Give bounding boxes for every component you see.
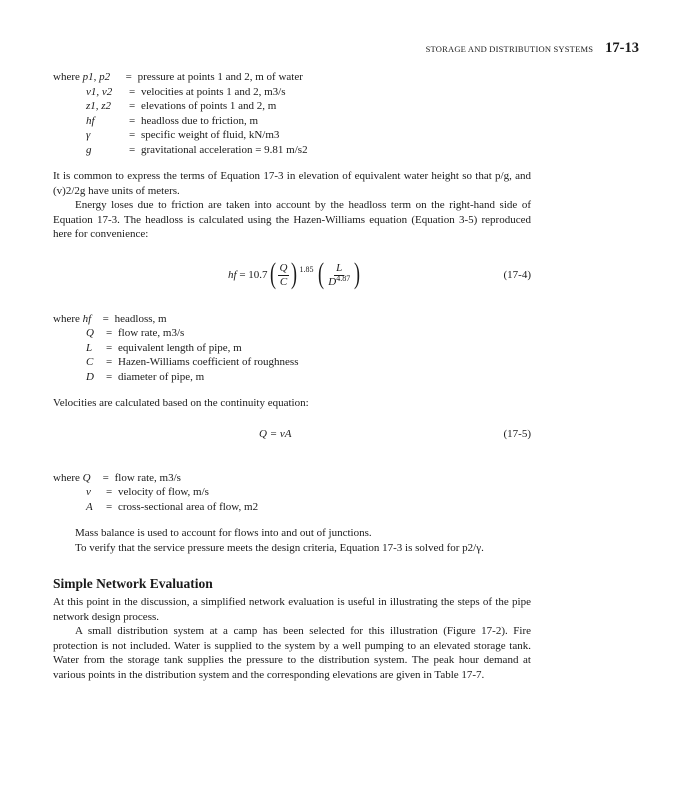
symbol: p1, p2 (82, 71, 111, 83)
definition-text: equivalent length of pipe, m (118, 341, 242, 354)
denominator-base: D (328, 276, 337, 288)
right-paren: ) (291, 257, 298, 290)
definition-text: diameter of pipe, m (118, 370, 205, 383)
equals-sign: = (106, 500, 113, 513)
symbol: z1, z2 (86, 100, 112, 112)
paragraph-units: It is common to express the terms of Equation 17-3 in elevation of equivalent water height so that p/g, and (v)2/2g have units of meters. (53, 170, 531, 197)
where-label: where (53, 71, 80, 83)
definition-row (53, 370, 531, 385)
paragraph-section-camp: A small distribution system at a camp has been selected for this illustration (Figure 17-2). Fire protection is not included. Water is supplied to the system by a well pumping to an elevated storage tank. Water from the storage tank supplies the pressure to the distribution system. The peak hour demand at various points in the distribution system and the corresponding elevations are given in Table 17-7. (53, 625, 531, 681)
equals-sign: = (129, 114, 136, 127)
equals-sign: = (106, 327, 113, 339)
definition-row (53, 355, 531, 370)
definition-text: cross-sectional area of flow, m2 (118, 500, 259, 513)
equals-sign: = (129, 85, 136, 98)
fraction-q-over-c (278, 262, 290, 289)
symbol: Q (86, 327, 94, 339)
where-label: where (53, 312, 80, 325)
variable-definitions-headloss (53, 312, 531, 385)
definition-text: headloss, m (114, 312, 167, 325)
definition-text: velocities at points 1 and 2, m3/s (141, 85, 286, 98)
symbol: v (86, 486, 91, 498)
equation-hazen-williams (53, 254, 531, 298)
definition-text: elevations of points 1 and 2, m (141, 100, 277, 112)
paragraph-headloss: Energy loses due to friction are taken into account by the headloss term on the right-hand side of Equation 17-3. The headloss is calculated using the Hazen-Williams equation (Equation 3-5) reproduced here for convenience: (53, 199, 531, 240)
equals-sign: = (106, 370, 113, 383)
paragraph-verify: To verify that the service pressure meets the design criteria, Equation 17-3 is solved for p2/γ. (75, 541, 484, 554)
fraction-denominator (326, 276, 352, 289)
definition-text: headloss due to friction, m (141, 114, 259, 127)
fraction-denominator: C (279, 276, 288, 288)
equals-sign: = (129, 129, 136, 141)
paragraph-mass-balance: Mass balance is used to account for flows into and out of junctions. (75, 527, 372, 539)
running-head-title: STORAGE AND DISTRIBUTION SYSTEMS (425, 44, 594, 54)
right-paren: ) (354, 257, 361, 290)
equation-body: Q = vA (259, 427, 292, 440)
symbol: hf (82, 312, 92, 325)
equals-sign: = (106, 486, 113, 498)
definition-row (53, 114, 531, 129)
variable-definitions-continuity (53, 471, 531, 515)
body-content (53, 70, 531, 682)
equals-sign: = (125, 71, 132, 83)
fraction-l-over-d (326, 262, 352, 289)
equation-coefficient: = 10.7 (239, 269, 268, 282)
definition-text: flow rate, m3/s (118, 327, 185, 339)
definition-row (53, 471, 531, 486)
section-heading: Simple Network Evaluation (53, 576, 213, 591)
equals-sign: = (129, 143, 136, 156)
definition-row (53, 85, 531, 100)
fraction-numerator: L (336, 262, 343, 274)
equals-sign: = (129, 100, 136, 112)
equation-continuity (53, 427, 531, 445)
definition-text: flow rate, m3/s (114, 471, 181, 484)
paragraph-section-intro: At this point in the discussion, a simplified network evaluation is useful in illustrating the steps of the pipe network design process. (53, 596, 531, 623)
definition-row (53, 312, 531, 327)
fraction-numerator: Q (279, 262, 288, 274)
equation-number: (17-5) (503, 427, 531, 440)
equation-body (228, 254, 362, 298)
symbol: C (86, 356, 94, 368)
definition-text: specific weight of fluid, kN/m3 (141, 129, 280, 141)
symbol: D (86, 370, 94, 383)
equation-lhs: hf (228, 269, 237, 282)
equals-sign: = (106, 356, 113, 368)
symbol: hf (86, 114, 95, 127)
definition-row (53, 500, 531, 515)
symbol: v1, v2 (86, 85, 113, 98)
equation-number: (17-4) (503, 268, 531, 281)
definition-row (53, 70, 531, 85)
definition-row (53, 485, 531, 500)
left-paren: ( (269, 257, 276, 290)
left-paren: ( (318, 257, 325, 290)
variable-definitions-energy (53, 70, 531, 157)
definition-row (53, 326, 531, 341)
definition-row (53, 143, 531, 158)
symbol: γ (86, 129, 91, 141)
page-number: 17-13 (605, 40, 639, 56)
symbol: A (86, 500, 93, 513)
definition-text: pressure at points 1 and 2, m of water (137, 71, 303, 83)
definition-text: gravitational acceleration = 9.81 m/s2 (141, 143, 308, 156)
running-head (426, 40, 639, 57)
paragraph-continuity: Velocities are calculated based on the continuity equation: (53, 397, 309, 409)
definition-row (53, 128, 531, 143)
equals-sign: = (102, 312, 109, 325)
definition-row (53, 99, 531, 114)
definition-row (53, 341, 531, 356)
symbol: Q (82, 471, 91, 484)
exponent: 1.85 (299, 265, 314, 275)
symbol: g (86, 143, 92, 156)
equals-sign: = (106, 341, 113, 354)
equals-sign: = (102, 471, 109, 484)
definition-text: Hazen-Williams coefficient of roughness (118, 356, 299, 368)
symbol: L (86, 341, 93, 354)
definition-text: velocity of flow, m/s (118, 486, 209, 498)
denominator-exponent: 4.87 (336, 274, 351, 283)
where-label: where (53, 471, 80, 484)
